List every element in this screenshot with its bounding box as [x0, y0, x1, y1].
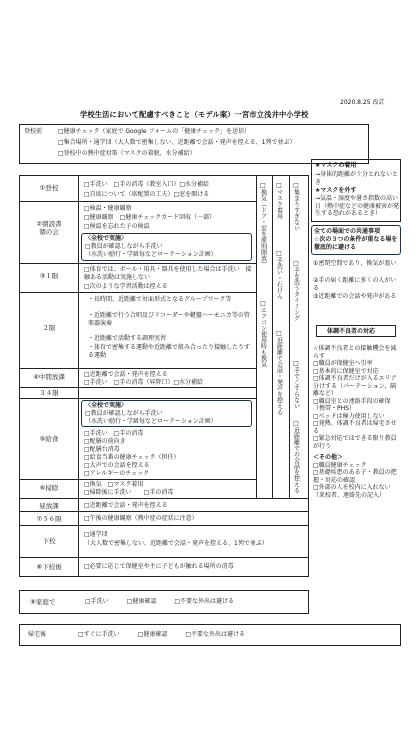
absent-item: □体調不良者だけが入るエリア分けする（パーテーション、隔離など） — [313, 375, 397, 397]
absent-list — [313, 345, 401, 499]
arrival-line-1: □手洗い □手の消毒（教室入口）□水分補給 — [84, 181, 210, 188]
before-school-box — [19, 124, 369, 164]
dismissal-line-2: （大人数で密集しない、近距離で会話・発声を控える、1列で並ぶ） — [84, 540, 268, 547]
row-label-noon-recess: 昼放課 — [39, 502, 59, 510]
lunch-line-1: □手洗い □手の消毒 — [84, 430, 144, 437]
absent-item: □発熱、体調不良者は帰宅させる — [313, 420, 397, 435]
morning-line-2: □健康観察 □健康チェックカード回収（一部） — [84, 214, 216, 221]
vertical-close-talk: □近距離での会話を控える — [292, 420, 300, 493]
noon-recess-line: □近距離で会話・発声を控える — [84, 502, 168, 509]
mask-line-3: →気温・湿度や暑さ指数の高い日（熱中症などの健康被害が発生する恐れがあるとき） — [315, 195, 400, 217]
after-home-label: 帰宅後 — [28, 631, 47, 638]
row-label-arrival: ①登校 — [39, 184, 59, 192]
vertical-aircon: □エアコン使用時も換気 — [259, 300, 267, 367]
recess-line-1: □近距離で会話・発声を控える — [84, 371, 168, 378]
vertical-mask: □マスク着用 — [275, 182, 283, 219]
before-school-label: 登校前 — [24, 128, 43, 135]
period2-line-3: ・近距離で活動する調理実習 — [88, 335, 167, 342]
vertical-soap: □手洗い・石けん — [275, 250, 283, 299]
absent-item: □職員が保健室へ引率 — [313, 360, 373, 367]
arrival-line-2: □自席について（席配置の工夫）□窓を開ける — [84, 191, 210, 198]
period2-line-4: ・体育で密集する運動や近距離で組み合ったり接触したりする運動 — [88, 344, 251, 359]
absent-item: □基本的に保健室で対応 — [313, 367, 379, 375]
page-title: 学校生活において配慮すべきこと（モデル案）一宮市立浅井中小学校 — [80, 110, 309, 119]
other-item: □職員健康チェック — [313, 461, 367, 469]
lunch-line-2: □配膳の前向き — [84, 438, 126, 445]
dismissal-line-1: □通学団 — [84, 531, 108, 538]
absent-item: □職員室との連絡手段の確保（携帯・PHS） — [313, 397, 391, 412]
mask-title: ★マスクの着用 — [315, 162, 357, 169]
condition-1: ①密閉空間であり、換気が悪い — [313, 260, 397, 267]
lunch-box-title: 〈全校で実施〉 — [85, 402, 128, 409]
row-label-period34: ３４限 — [39, 389, 59, 397]
lunch-box-line-2: （水洗い励行・学級毎などローテーション計画） — [85, 418, 217, 425]
row-label-period1: ③１限 — [39, 272, 59, 280]
before-school-line-3: □登校中の熱中症対策（マスクの着脱、水分補給） — [58, 150, 196, 157]
row-label-cleaning: ⑥掃除 — [39, 484, 59, 492]
lunch-line-3: □配膳台消毒 — [84, 446, 120, 453]
absent-title-box — [316, 325, 396, 337]
home-row — [19, 590, 309, 614]
lunch-box-line-1: □教員が確認しながら手洗い — [85, 410, 163, 417]
revision-date: 2020.8.25 改訂 — [340, 99, 385, 106]
vertical-no-talk: □近距離で会話・発声を控える — [275, 330, 283, 415]
vertical-ventilation: □換気（ドア・窓を原則開放） — [259, 182, 267, 267]
absent-item: □緊急対応ではできる限り教員が行う — [313, 435, 397, 450]
absent-item: □ベッドは極力使用しない — [313, 412, 385, 420]
row-label-dismissal: 下校 — [42, 537, 56, 545]
period1-line-1: □体育では、ボール・用具・器具を使用した場合は手洗い 接触ある活動は実施しない — [84, 266, 252, 281]
period56-line: □午後の健康観察（熱中症の症状に注意） — [84, 515, 198, 522]
cleaning-line-1: □換気 □マスク着用 — [84, 481, 144, 488]
other-item: □外部の人を校内に入れない（来校者、連絡先の記入） — [313, 484, 391, 499]
row-label-recess: ④中間放課 — [33, 373, 65, 381]
vertical-no-rub: □手でこすらない — [292, 360, 300, 409]
row-label-morning: ②朝読書 朝の会 — [36, 220, 62, 237]
mask-box — [311, 159, 401, 222]
row-label-period56: ⑦５６限 — [36, 515, 62, 523]
morning-schoolwide-box — [81, 233, 252, 261]
recess-line-2: □手洗い □手の消毒（昇降口）□水分補給 — [84, 379, 204, 386]
other-item: □基礎疾患のある子・教員の把握・対応の確認 — [313, 469, 397, 484]
absent-item: ☆体調不良者との接触機会を減らす — [313, 345, 397, 360]
vertical-handwash-timing: □手を洗うタイミング — [292, 260, 300, 321]
row-label-period2: ２限 — [42, 324, 56, 332]
common-box-title: 全ての場面での共通事項 — [314, 228, 381, 235]
condition-3: ③近距離での会話や発声がある — [313, 293, 397, 300]
morning-line-1: □検温・健康観察 — [84, 205, 132, 212]
before-school-line-1: □健康チェック（家庭で Google フォームの「健康チェック」を送信） — [58, 128, 250, 135]
lunch-line-4: □給食当番の健康チェック（担任） — [84, 454, 180, 461]
vertical-no-crowd: □集まりすぎない — [292, 182, 300, 231]
morning-box-line-2: （水洗い励行・学級毎などローテーション計画） — [85, 251, 217, 258]
before-school-line-2: □集合場所・通学団（大人数で密集しない、近距離で会話・発声を控える、1列で並ぶ） — [58, 139, 296, 146]
period1-line-2: □次のような学習活動は控える — [84, 283, 168, 290]
lunch-schoolwide-box — [81, 400, 252, 427]
condition-2: ②手の届く距離に多くの人がいる — [313, 277, 397, 292]
lunch-line-5: □大声での会話を控える — [84, 462, 150, 469]
period2-line-2: ・近距離で行う合唱及びリコーダーや鍵盤ハーモニカ等の管楽器演奏 — [88, 312, 250, 327]
common-box-subtitle: ☆次の３つの条件が重なる場を徹底的に避ける — [314, 236, 398, 251]
after-school-line: □必要に応じて保健室や主に子どもが触れる場所の消毒 — [84, 563, 234, 570]
home-label: ⑨家庭で — [30, 598, 56, 606]
row-label-lunch: ⑤給食 — [39, 435, 59, 443]
absent-title: 体調不良者の対応 — [327, 328, 376, 335]
morning-box-title: 〈全校で実施〉 — [85, 235, 128, 242]
row-label-after-school: ⑧下校後 — [36, 563, 62, 571]
other-title: ＜その他＞ — [313, 454, 344, 461]
morning-line-3: □検温を忘れた子の検温 — [84, 223, 150, 230]
period2-line-1: ・長時間、近距離で対面形式となるグループワーク等 — [88, 296, 232, 303]
after-home-box — [19, 624, 401, 646]
cleaning-line-2: □掃除後に手洗い □手の消毒 — [84, 489, 174, 496]
mask-line-2: ★マスクを外す — [315, 187, 357, 194]
mask-line-1: →身体的距離が十分とれないとき — [315, 171, 399, 186]
home-line: □手洗い □健康確認 □不要な外出は避ける — [85, 598, 235, 605]
lunch-line-6: □アレルギーのチェック — [84, 470, 150, 477]
morning-box-line-1: □教員が確認しながら手洗い — [85, 243, 163, 250]
after-home-line: □すぐに手洗い □健康確認 □不要な外出は避ける — [78, 631, 246, 638]
common-box — [311, 225, 401, 255]
